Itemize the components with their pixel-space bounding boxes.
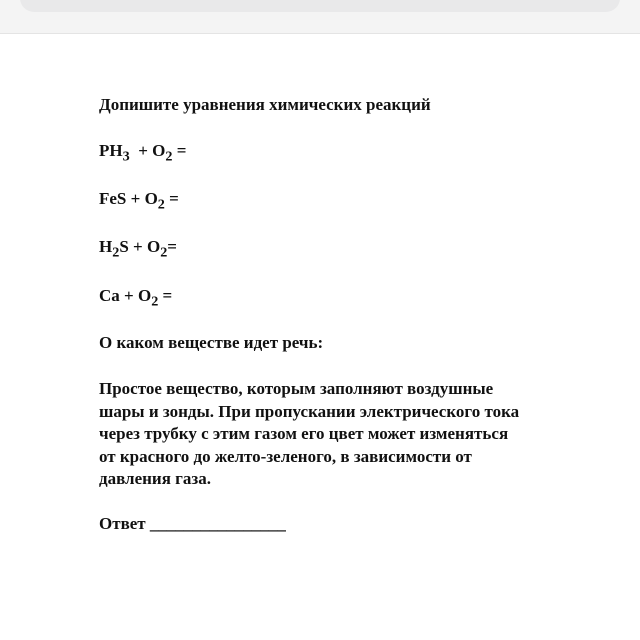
equation-1-part: = [172, 141, 187, 160]
question-paragraph [99, 378, 589, 491]
equation-3 [99, 236, 177, 264]
equation-2-part: FeS + O [99, 189, 158, 208]
document-title: Допишите уравнения химических реакций [99, 95, 431, 114]
equation-2-part: = [164, 189, 179, 208]
paragraph-line: давления газа. [99, 469, 211, 488]
paragraph-line: шары и зонды. При пропускании электрического тока [99, 401, 520, 421]
equation-1-part: PH [99, 141, 123, 160]
paragraph-line: от красного до желто-зеленого, в зависимости от [99, 446, 472, 466]
equation-1-part: + O [129, 141, 166, 160]
viewer-top-area [0, 0, 640, 34]
answer-label: Ответ [99, 514, 146, 533]
equation-4-subscript: 2 [151, 293, 159, 310]
equation-3-subscript: 2 [160, 244, 168, 261]
answer-blank: ________________ [149, 514, 286, 533]
equation-3-subscript: 2 [112, 244, 120, 261]
equation-1-subscript: 3 [122, 148, 130, 165]
equation-3-part: H [99, 237, 113, 256]
equation-2 [99, 188, 179, 216]
equation-1-subscript: 2 [165, 148, 173, 165]
question-heading: О каком веществе идет речь: [99, 333, 324, 352]
equation-4 [99, 285, 172, 313]
equation-3-part: = [167, 237, 177, 256]
paragraph-line: Простое вещество, которым заполняют воздушные [99, 379, 494, 398]
equation-2-subscript: 2 [157, 196, 165, 213]
equation-4-part: = [158, 286, 173, 305]
viewer-toolbar [20, 0, 620, 12]
equation-4-part: Ca + O [99, 286, 152, 305]
paragraph-line: через трубку с этим газом его цвет может изменяться [99, 424, 509, 443]
equation-1 [99, 140, 186, 168]
equation-3-part: S + O [119, 237, 161, 256]
answer-line [99, 513, 286, 536]
